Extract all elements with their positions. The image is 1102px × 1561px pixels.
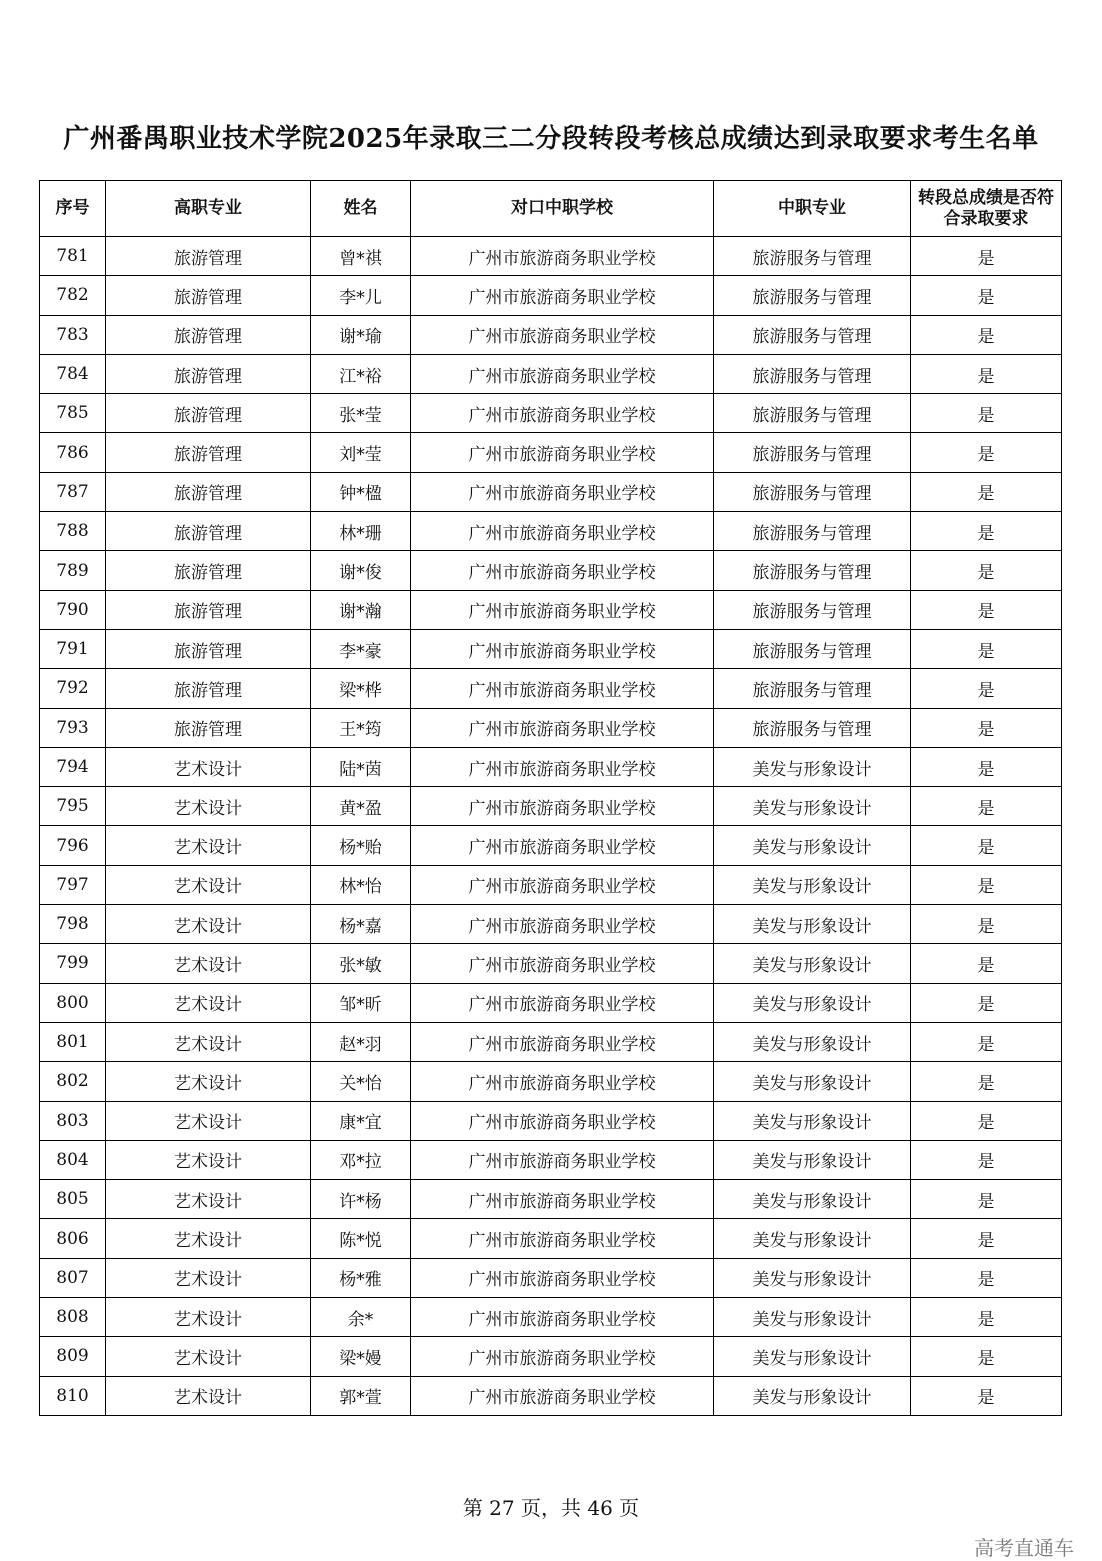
table-row bbox=[40, 1219, 1062, 1258]
cell-name: 余* bbox=[311, 1298, 411, 1337]
table-row bbox=[40, 708, 1062, 747]
cell-seq: 787 bbox=[40, 472, 106, 511]
cell-name: 陆*茵 bbox=[311, 747, 411, 786]
cell-seq: 797 bbox=[40, 865, 106, 904]
cell-secondary-major: 旅游服务与管理 bbox=[714, 394, 911, 433]
cell-major: 旅游管理 bbox=[106, 551, 311, 590]
cell-major: 艺术设计 bbox=[106, 944, 311, 983]
cell-secondary-major: 旅游服务与管理 bbox=[714, 276, 911, 315]
cell-qualified: 是 bbox=[911, 354, 1062, 393]
cell-name: 李*儿 bbox=[311, 276, 411, 315]
cell-school: 广州市旅游商务职业学校 bbox=[411, 433, 714, 472]
cell-major: 旅游管理 bbox=[106, 394, 311, 433]
cell-name: 刘*莹 bbox=[311, 433, 411, 472]
table-row bbox=[40, 237, 1062, 276]
cell-qualified: 是 bbox=[911, 629, 1062, 668]
cell-secondary-major: 美发与形象设计 bbox=[714, 1062, 911, 1101]
cell-seq: 808 bbox=[40, 1298, 106, 1337]
cell-seq: 795 bbox=[40, 787, 106, 826]
table-row bbox=[40, 394, 1062, 433]
cell-secondary-major: 美发与形象设计 bbox=[714, 787, 911, 826]
cell-school: 广州市旅游商务职业学校 bbox=[411, 551, 714, 590]
cell-secondary-major: 旅游服务与管理 bbox=[714, 433, 911, 472]
cell-major: 艺术设计 bbox=[106, 1062, 311, 1101]
header-seq: 序号 bbox=[40, 181, 106, 237]
cell-school: 广州市旅游商务职业学校 bbox=[411, 1298, 714, 1337]
cell-name: 王*筠 bbox=[311, 708, 411, 747]
cell-major: 旅游管理 bbox=[106, 276, 311, 315]
cell-major: 旅游管理 bbox=[106, 315, 311, 354]
cell-name: 杨*贻 bbox=[311, 826, 411, 865]
cell-qualified: 是 bbox=[911, 1258, 1062, 1297]
cell-seq: 809 bbox=[40, 1337, 106, 1376]
cell-seq: 791 bbox=[40, 629, 106, 668]
cell-name: 杨*雅 bbox=[311, 1258, 411, 1297]
cell-secondary-major: 旅游服务与管理 bbox=[714, 669, 911, 708]
cell-major: 旅游管理 bbox=[106, 708, 311, 747]
cell-major: 艺术设计 bbox=[106, 1298, 311, 1337]
table-row bbox=[40, 433, 1062, 472]
cell-major: 艺术设计 bbox=[106, 1140, 311, 1179]
cell-seq: 796 bbox=[40, 826, 106, 865]
cell-qualified: 是 bbox=[911, 1337, 1062, 1376]
cell-major: 艺术设计 bbox=[106, 865, 311, 904]
cell-seq: 789 bbox=[40, 551, 106, 590]
table-row bbox=[40, 1298, 1062, 1337]
cell-secondary-major: 美发与形象设计 bbox=[714, 1101, 911, 1140]
cell-school: 广州市旅游商务职业学校 bbox=[411, 669, 714, 708]
table-row bbox=[40, 747, 1062, 786]
cell-secondary-major: 旅游服务与管理 bbox=[714, 708, 911, 747]
cell-seq: 804 bbox=[40, 1140, 106, 1179]
cell-secondary-major: 美发与形象设计 bbox=[714, 1219, 911, 1258]
cell-major: 旅游管理 bbox=[106, 354, 311, 393]
cell-name: 曾*祺 bbox=[311, 237, 411, 276]
cell-qualified: 是 bbox=[911, 512, 1062, 551]
cell-qualified: 是 bbox=[911, 905, 1062, 944]
cell-secondary-major: 旅游服务与管理 bbox=[714, 629, 911, 668]
table-body bbox=[40, 237, 1062, 1416]
cell-qualified: 是 bbox=[911, 590, 1062, 629]
page-number: 第 27 页，共 46 页 bbox=[462, 1496, 640, 1520]
cell-seq: 800 bbox=[40, 983, 106, 1022]
cell-major: 艺术设计 bbox=[106, 1337, 311, 1376]
cell-seq: 799 bbox=[40, 944, 106, 983]
cell-school: 广州市旅游商务职业学校 bbox=[411, 394, 714, 433]
cell-school: 广州市旅游商务职业学校 bbox=[411, 354, 714, 393]
cell-major: 旅游管理 bbox=[106, 472, 311, 511]
header-name: 姓名 bbox=[311, 181, 411, 237]
cell-qualified: 是 bbox=[911, 1376, 1062, 1415]
cell-major: 旅游管理 bbox=[106, 669, 311, 708]
cell-name: 郭*萱 bbox=[311, 1376, 411, 1415]
cell-qualified: 是 bbox=[911, 1180, 1062, 1219]
header-school: 对口中职学校 bbox=[411, 181, 714, 237]
cell-seq: 806 bbox=[40, 1219, 106, 1258]
cell-secondary-major: 美发与形象设计 bbox=[714, 1376, 911, 1415]
cell-school: 广州市旅游商务职业学校 bbox=[411, 1258, 714, 1297]
cell-secondary-major: 美发与形象设计 bbox=[714, 1180, 911, 1219]
cell-school: 广州市旅游商务职业学校 bbox=[411, 1376, 714, 1415]
cell-school: 广州市旅游商务职业学校 bbox=[411, 1140, 714, 1179]
table-row bbox=[40, 354, 1062, 393]
cell-school: 广州市旅游商务职业学校 bbox=[411, 1062, 714, 1101]
table-row bbox=[40, 472, 1062, 511]
cell-school: 广州市旅游商务职业学校 bbox=[411, 708, 714, 747]
cell-school: 广州市旅游商务职业学校 bbox=[411, 905, 714, 944]
table-row bbox=[40, 787, 1062, 826]
cell-secondary-major: 美发与形象设计 bbox=[714, 1022, 911, 1061]
cell-major: 艺术设计 bbox=[106, 1258, 311, 1297]
cell-qualified: 是 bbox=[911, 787, 1062, 826]
cell-secondary-major: 旅游服务与管理 bbox=[714, 237, 911, 276]
cell-name: 邹*昕 bbox=[311, 983, 411, 1022]
table-row bbox=[40, 1180, 1062, 1219]
cell-major: 旅游管理 bbox=[106, 512, 311, 551]
table-header-row bbox=[40, 181, 1062, 237]
cell-secondary-major: 旅游服务与管理 bbox=[714, 551, 911, 590]
cell-qualified: 是 bbox=[911, 1219, 1062, 1258]
cell-qualified: 是 bbox=[911, 315, 1062, 354]
admission-table bbox=[39, 180, 1062, 1416]
table-row bbox=[40, 629, 1062, 668]
cell-major: 艺术设计 bbox=[106, 1101, 311, 1140]
cell-school: 广州市旅游商务职业学校 bbox=[411, 1101, 714, 1140]
table-row bbox=[40, 276, 1062, 315]
cell-qualified: 是 bbox=[911, 472, 1062, 511]
cell-name: 林*珊 bbox=[311, 512, 411, 551]
cell-qualified: 是 bbox=[911, 1298, 1062, 1337]
cell-seq: 810 bbox=[40, 1376, 106, 1415]
cell-qualified: 是 bbox=[911, 551, 1062, 590]
cell-major: 艺术设计 bbox=[106, 1022, 311, 1061]
cell-name: 陈*悦 bbox=[311, 1219, 411, 1258]
cell-qualified: 是 bbox=[911, 1101, 1062, 1140]
header-secondary-major: 中职专业 bbox=[714, 181, 911, 237]
cell-school: 广州市旅游商务职业学校 bbox=[411, 472, 714, 511]
table-row bbox=[40, 1101, 1062, 1140]
cell-qualified: 是 bbox=[911, 708, 1062, 747]
cell-school: 广州市旅游商务职业学校 bbox=[411, 629, 714, 668]
cell-seq: 784 bbox=[40, 354, 106, 393]
cell-major: 旅游管理 bbox=[106, 237, 311, 276]
cell-qualified: 是 bbox=[911, 983, 1062, 1022]
cell-major: 艺术设计 bbox=[106, 747, 311, 786]
cell-name: 钟*楹 bbox=[311, 472, 411, 511]
cell-qualified: 是 bbox=[911, 1022, 1062, 1061]
cell-secondary-major: 旅游服务与管理 bbox=[714, 354, 911, 393]
cell-school: 广州市旅游商务职业学校 bbox=[411, 826, 714, 865]
table-row bbox=[40, 1022, 1062, 1061]
table-row bbox=[40, 1337, 1062, 1376]
table-row bbox=[40, 944, 1062, 983]
cell-major: 旅游管理 bbox=[106, 629, 311, 668]
cell-seq: 783 bbox=[40, 315, 106, 354]
cell-secondary-major: 美发与形象设计 bbox=[714, 1258, 911, 1297]
table-row bbox=[40, 669, 1062, 708]
cell-qualified: 是 bbox=[911, 865, 1062, 904]
cell-name: 杨*嘉 bbox=[311, 905, 411, 944]
cell-seq: 788 bbox=[40, 512, 106, 551]
cell-school: 广州市旅游商务职业学校 bbox=[411, 787, 714, 826]
cell-school: 广州市旅游商务职业学校 bbox=[411, 1022, 714, 1061]
cell-name: 谢*瑜 bbox=[311, 315, 411, 354]
cell-secondary-major: 旅游服务与管理 bbox=[714, 315, 911, 354]
table-row bbox=[40, 1062, 1062, 1101]
cell-major: 艺术设计 bbox=[106, 787, 311, 826]
cell-name: 张*莹 bbox=[311, 394, 411, 433]
cell-school: 广州市旅游商务职业学校 bbox=[411, 747, 714, 786]
cell-name: 许*杨 bbox=[311, 1180, 411, 1219]
cell-school: 广州市旅游商务职业学校 bbox=[411, 590, 714, 629]
cell-qualified: 是 bbox=[911, 1140, 1062, 1179]
document-title: 广州番禺职业技术学院2025年录取三二分段转段考核总成绩达到录取要求考生名单 bbox=[63, 124, 1039, 154]
cell-name: 康*宜 bbox=[311, 1101, 411, 1140]
cell-school: 广州市旅游商务职业学校 bbox=[411, 237, 714, 276]
table-row bbox=[40, 590, 1062, 629]
cell-seq: 793 bbox=[40, 708, 106, 747]
cell-secondary-major: 旅游服务与管理 bbox=[714, 472, 911, 511]
cell-seq: 794 bbox=[40, 747, 106, 786]
cell-seq: 805 bbox=[40, 1180, 106, 1219]
cell-secondary-major: 美发与形象设计 bbox=[714, 1140, 911, 1179]
cell-name: 黄*盈 bbox=[311, 787, 411, 826]
cell-qualified: 是 bbox=[911, 276, 1062, 315]
cell-school: 广州市旅游商务职业学校 bbox=[411, 1180, 714, 1219]
cell-seq: 801 bbox=[40, 1022, 106, 1061]
cell-name: 赵*羽 bbox=[311, 1022, 411, 1061]
cell-name: 梁*嫚 bbox=[311, 1337, 411, 1376]
cell-major: 艺术设计 bbox=[106, 1376, 311, 1415]
cell-major: 旅游管理 bbox=[106, 433, 311, 472]
cell-name: 李*豪 bbox=[311, 629, 411, 668]
cell-qualified: 是 bbox=[911, 826, 1062, 865]
table-row bbox=[40, 865, 1062, 904]
cell-qualified: 是 bbox=[911, 944, 1062, 983]
cell-seq: 781 bbox=[40, 237, 106, 276]
cell-seq: 802 bbox=[40, 1062, 106, 1101]
cell-seq: 803 bbox=[40, 1101, 106, 1140]
cell-major: 旅游管理 bbox=[106, 590, 311, 629]
table-row bbox=[40, 315, 1062, 354]
cell-major: 艺术设计 bbox=[106, 1219, 311, 1258]
cell-secondary-major: 美发与形象设计 bbox=[714, 747, 911, 786]
cell-name: 林*怡 bbox=[311, 865, 411, 904]
cell-name: 谢*瀚 bbox=[311, 590, 411, 629]
cell-seq: 785 bbox=[40, 394, 106, 433]
table-row bbox=[40, 983, 1062, 1022]
table-row bbox=[40, 905, 1062, 944]
cell-secondary-major: 美发与形象设计 bbox=[714, 905, 911, 944]
cell-major: 艺术设计 bbox=[106, 1180, 311, 1219]
table-row bbox=[40, 551, 1062, 590]
cell-major: 艺术设计 bbox=[106, 983, 311, 1022]
table-row bbox=[40, 1376, 1062, 1415]
table-row bbox=[40, 512, 1062, 551]
cell-qualified: 是 bbox=[911, 394, 1062, 433]
cell-qualified: 是 bbox=[911, 1062, 1062, 1101]
cell-qualified: 是 bbox=[911, 747, 1062, 786]
cell-secondary-major: 美发与形象设计 bbox=[714, 826, 911, 865]
cell-secondary-major: 旅游服务与管理 bbox=[714, 512, 911, 551]
cell-seq: 782 bbox=[40, 276, 106, 315]
cell-school: 广州市旅游商务职业学校 bbox=[411, 983, 714, 1022]
cell-name: 梁*桦 bbox=[311, 669, 411, 708]
table-row bbox=[40, 826, 1062, 865]
cell-name: 关*怡 bbox=[311, 1062, 411, 1101]
cell-school: 广州市旅游商务职业学校 bbox=[411, 944, 714, 983]
cell-major: 艺术设计 bbox=[106, 826, 311, 865]
cell-school: 广州市旅游商务职业学校 bbox=[411, 276, 714, 315]
cell-secondary-major: 美发与形象设计 bbox=[714, 865, 911, 904]
cell-seq: 786 bbox=[40, 433, 106, 472]
cell-name: 邓*拉 bbox=[311, 1140, 411, 1179]
header-major: 高职专业 bbox=[106, 181, 311, 237]
cell-secondary-major: 美发与形象设计 bbox=[714, 1337, 911, 1376]
table-row bbox=[40, 1258, 1062, 1297]
watermark: 高考直通车 bbox=[974, 1536, 1074, 1560]
header-qualified: 转段总成绩是否符合录取要求 bbox=[911, 181, 1062, 237]
cell-seq: 792 bbox=[40, 669, 106, 708]
cell-qualified: 是 bbox=[911, 669, 1062, 708]
cell-secondary-major: 美发与形象设计 bbox=[714, 944, 911, 983]
cell-school: 广州市旅游商务职业学校 bbox=[411, 512, 714, 551]
table-row bbox=[40, 1140, 1062, 1179]
cell-seq: 790 bbox=[40, 590, 106, 629]
cell-school: 广州市旅游商务职业学校 bbox=[411, 315, 714, 354]
cell-name: 谢*俊 bbox=[311, 551, 411, 590]
cell-secondary-major: 美发与形象设计 bbox=[714, 983, 911, 1022]
cell-school: 广州市旅游商务职业学校 bbox=[411, 1337, 714, 1376]
cell-qualified: 是 bbox=[911, 433, 1062, 472]
cell-school: 广州市旅游商务职业学校 bbox=[411, 1219, 714, 1258]
cell-major: 艺术设计 bbox=[106, 905, 311, 944]
cell-seq: 798 bbox=[40, 905, 106, 944]
cell-name: 张*敏 bbox=[311, 944, 411, 983]
cell-qualified: 是 bbox=[911, 237, 1062, 276]
cell-school: 广州市旅游商务职业学校 bbox=[411, 865, 714, 904]
cell-secondary-major: 美发与形象设计 bbox=[714, 1298, 911, 1337]
cell-secondary-major: 旅游服务与管理 bbox=[714, 590, 911, 629]
cell-seq: 807 bbox=[40, 1258, 106, 1297]
cell-name: 江*裕 bbox=[311, 354, 411, 393]
